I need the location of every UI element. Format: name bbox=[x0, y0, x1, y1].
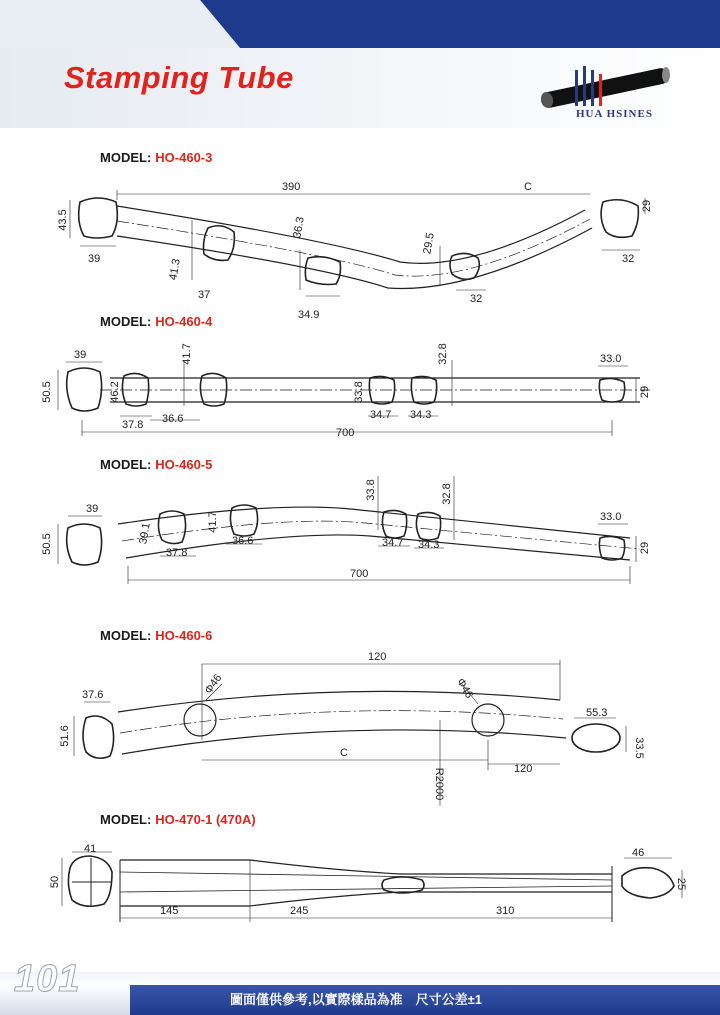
page-number: 101 bbox=[14, 958, 81, 1000]
dim-label: 34.7 bbox=[370, 409, 392, 421]
dim-label: 29 bbox=[639, 385, 651, 399]
dim-label: 37.8 bbox=[122, 419, 144, 431]
dim-label: 34.9 bbox=[298, 309, 320, 321]
drawing-ho-470-1 bbox=[62, 852, 682, 922]
dim-label: 32 bbox=[470, 293, 483, 305]
dim-label: 29 bbox=[641, 199, 653, 213]
dim-label: 32.8 bbox=[437, 343, 449, 365]
dim-label: 36.6 bbox=[162, 413, 184, 425]
footer-note: 圖面僅供參考,以實際樣品為准 尺寸公差±1 bbox=[230, 992, 482, 1007]
dim-label: 34.3 bbox=[410, 409, 432, 421]
dim-label: Φ46 bbox=[202, 672, 225, 697]
dim-label: 41 bbox=[84, 843, 97, 855]
model-code: HO-460-4 bbox=[155, 314, 213, 329]
dim-label: 700 bbox=[350, 568, 369, 580]
dim-label: 36.3 bbox=[291, 215, 307, 240]
model-label: MODEL: bbox=[100, 457, 152, 472]
dim-label: 700 bbox=[336, 427, 355, 439]
dim-label: 29.5 bbox=[421, 231, 437, 256]
dim-label: 39.1 bbox=[137, 521, 153, 546]
dim-label: 29 bbox=[639, 541, 651, 555]
dim-label: 310 bbox=[496, 905, 515, 917]
dim-label: 33.0 bbox=[600, 353, 622, 365]
dim-label: 390 bbox=[282, 181, 301, 193]
dim-label: 37.8 bbox=[166, 547, 188, 559]
dim-label: 37.6 bbox=[82, 689, 104, 701]
dim-label: 50 bbox=[49, 875, 61, 889]
dim-label: 245 bbox=[290, 905, 309, 917]
page-title: Stamping Tube bbox=[64, 60, 294, 95]
dim-label: 33.0 bbox=[600, 511, 622, 523]
dim-label: 33.8 bbox=[353, 381, 365, 403]
model-label: MODEL: bbox=[100, 314, 152, 329]
dim-label: 145 bbox=[160, 905, 179, 917]
model-label: MODEL: bbox=[100, 150, 152, 165]
dim-label: 34.7 bbox=[382, 537, 404, 549]
dim-label: 41.7 bbox=[181, 343, 193, 365]
dim-label: 41.7 bbox=[207, 511, 219, 533]
dim-label: 34.3 bbox=[418, 539, 440, 551]
dim-label: 120 bbox=[368, 651, 387, 663]
dim-label: 46.2 bbox=[109, 381, 121, 403]
dim-label: C bbox=[524, 181, 532, 193]
drawing-ho-460-3 bbox=[70, 190, 645, 296]
dim-label: 25 bbox=[675, 877, 687, 891]
dim-label: 32 bbox=[622, 253, 635, 265]
dim-label: 55.3 bbox=[586, 707, 608, 719]
model-code: HO-460-5 bbox=[155, 457, 213, 472]
dim-label: 33.5 bbox=[633, 737, 645, 759]
model-code: HO-460-6 bbox=[155, 628, 213, 643]
dim-label: Φ46 bbox=[454, 676, 476, 701]
model-label: MODEL: bbox=[100, 812, 152, 827]
dim-label: 51.6 bbox=[59, 725, 71, 747]
brand-name: HUA HSINES bbox=[576, 108, 653, 120]
model-label: MODEL: bbox=[100, 628, 152, 643]
dim-label: 50.5 bbox=[41, 381, 53, 403]
dim-label: 43.5 bbox=[57, 209, 69, 231]
dim-label: R2000 bbox=[433, 767, 445, 801]
model-code: HO-470-1 (470A) bbox=[155, 812, 256, 827]
dim-label: 39 bbox=[88, 253, 101, 265]
dim-label: 41.3 bbox=[167, 257, 183, 282]
dim-label: 36.6 bbox=[232, 535, 254, 547]
dim-label: 39 bbox=[86, 503, 99, 515]
dim-label: 46 bbox=[632, 847, 645, 859]
dim-label: 37 bbox=[198, 289, 211, 301]
dim-label: 39 bbox=[74, 349, 87, 361]
dim-label: 32.8 bbox=[441, 483, 453, 505]
dim-label: 50.5 bbox=[41, 533, 53, 555]
model-code: HO-460-3 bbox=[155, 150, 213, 165]
drawing-ho-460-6 bbox=[74, 660, 626, 806]
dim-label: 33.8 bbox=[365, 479, 377, 501]
dim-label: 120 bbox=[514, 763, 533, 775]
dim-label: C bbox=[340, 747, 348, 759]
